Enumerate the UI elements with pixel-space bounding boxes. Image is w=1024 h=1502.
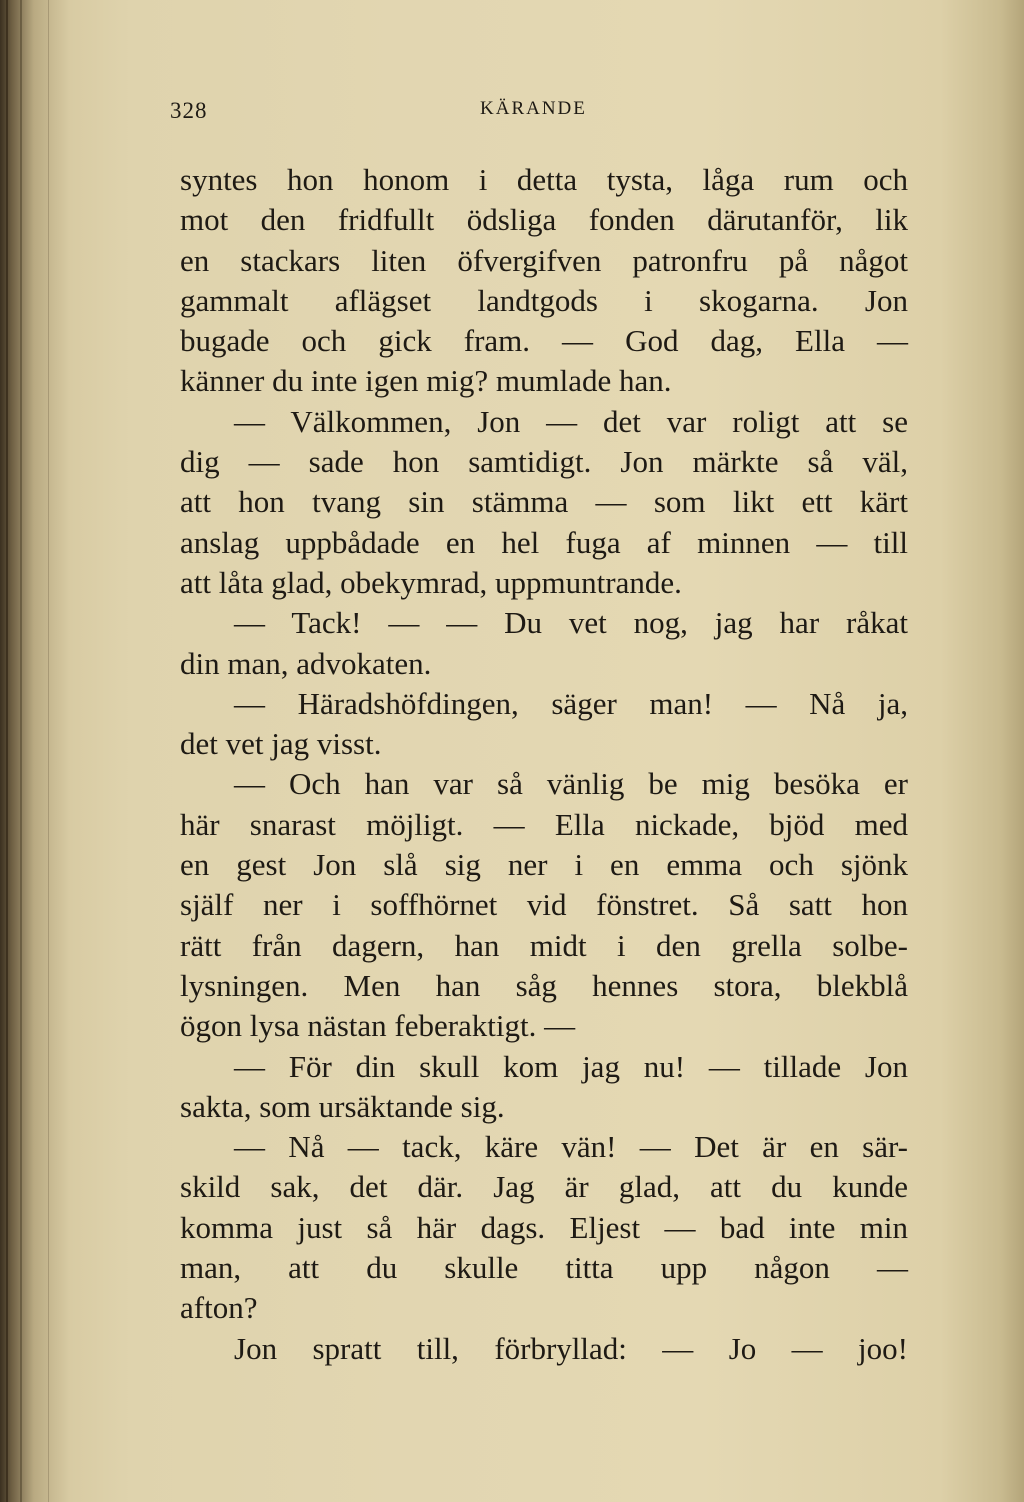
text-line: bugade och gick fram. — God dag, Ella — <box>180 323 908 359</box>
text-line: sakta, som ursäktande sig. <box>180 1088 505 1124</box>
text-line: att låta glad, obekymrad, uppmuntrande. <box>180 564 682 600</box>
text-line: man, att du skulle titta upp någon — <box>180 1250 908 1286</box>
text-line: att hon tvang sin stämma — som likt ett kärt <box>180 484 908 520</box>
text-line: en stackars liten öfvergifven patronfru på något <box>180 242 908 278</box>
text-line: komma just så här dags. Eljest — bad inte min <box>180 1209 908 1245</box>
text-line: en gest Jon slå sig ner i en emma och sjönk <box>180 847 908 883</box>
text-line: skild sak, det där. Jag är glad, att du kunde <box>180 1169 908 1205</box>
text-line: anslag uppbådade en hel fuga af minnen — till <box>180 524 908 560</box>
text-line: — Häradshöfdingen, säger man! — Nå ja, <box>234 685 908 721</box>
text-line: det vet jag visst. <box>180 726 382 762</box>
text-line: ögon lysa nästan feberaktigt. — <box>180 1008 576 1044</box>
body-text <box>180 160 908 1369</box>
running-head <box>170 98 930 128</box>
text-line: känner du inte igen mig? mumlade han. <box>180 363 672 399</box>
text-line: — Nå — tack, käre vän! — Det är en sär- <box>234 1129 908 1165</box>
text-line: lysningen. Men han såg hennes stora, blekblå <box>180 967 908 1003</box>
text-line: afton? <box>180 1290 258 1326</box>
text-line: gammalt aflägset landtgods i skogarna. Jon <box>180 282 908 318</box>
text-line: mot den fridfullt ödsliga fonden därutanför, lik <box>180 202 908 238</box>
text-line: syntes hon honom i detta tysta, låga rum och <box>180 162 908 197</box>
running-title: KÄRANDE <box>480 98 587 119</box>
text-line: själf ner i soffhörnet vid fönstret. Så satt hon <box>180 887 908 923</box>
text-line: dig — sade hon samtidigt. Jon märkte så väl, <box>180 444 908 480</box>
text-line: — För din skull kom jag nu! — tillade Jon <box>234 1048 908 1084</box>
text-line: — Och han var så vänlig be mig besöka er <box>234 766 908 802</box>
text-line: din man, advokaten. <box>180 645 432 681</box>
page-number: 328 <box>170 98 208 123</box>
text-line: Jon spratt till, förbryllad: — Jo — joo! <box>234 1330 908 1366</box>
text-line: — Välkommen, Jon — det var roligt att se <box>234 403 908 439</box>
text-line: här snarast möjligt. — Ella nickade, bjöd med <box>180 806 908 842</box>
text-line: — Tack! — — Du vet nog, jag har råkat <box>234 605 908 641</box>
text-line: rätt från dagern, han midt i den grella solbe- <box>180 927 908 963</box>
